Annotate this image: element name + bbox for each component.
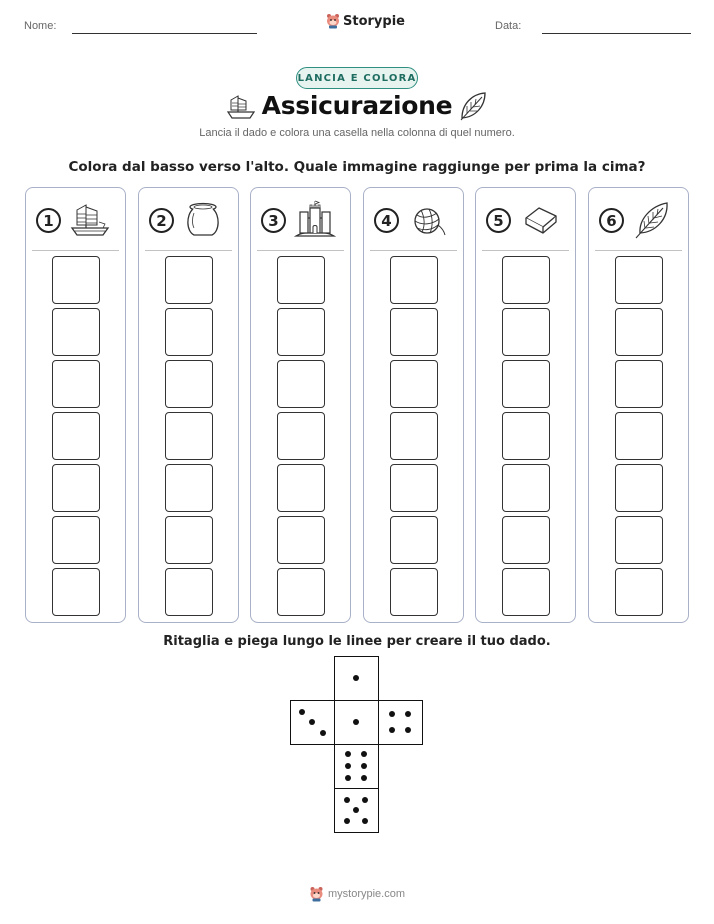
- coloring-cell[interactable]: [502, 568, 550, 616]
- coloring-cell[interactable]: [502, 516, 550, 564]
- date-line[interactable]: [542, 33, 691, 34]
- column-5: [475, 187, 576, 623]
- coloring-cell[interactable]: [277, 308, 325, 356]
- coloring-cell[interactable]: [390, 568, 438, 616]
- instructions-text: Lancia il dado e colora una casella nella colonna di quel numero.: [199, 127, 515, 139]
- coloring-cell[interactable]: [615, 412, 663, 460]
- column-divider: [482, 250, 569, 251]
- dice-pip: [361, 763, 367, 769]
- dice-face: [334, 700, 379, 745]
- dice-pip: [353, 675, 359, 681]
- dice-pip: [405, 711, 411, 717]
- sandcastle-icon: [294, 200, 336, 240]
- dice-pip: [361, 751, 367, 757]
- dice-pip: [345, 763, 351, 769]
- coloring-cell[interactable]: [165, 360, 213, 408]
- column-2: [138, 187, 239, 623]
- coloring-cell[interactable]: [390, 464, 438, 512]
- coloring-cell[interactable]: [52, 308, 100, 356]
- column-4: [363, 187, 464, 623]
- dice-pip: [299, 709, 305, 715]
- coloring-cell[interactable]: [165, 256, 213, 304]
- dice-pip: [389, 727, 395, 733]
- footer-url[interactable]: mystorypie.com: [327, 888, 406, 900]
- coloring-cell[interactable]: [390, 412, 438, 460]
- column-divider: [145, 250, 232, 251]
- dice-pip: [389, 711, 395, 717]
- footer: [0, 886, 714, 902]
- dice-pip: [344, 797, 350, 803]
- name-label: Nome:: [24, 20, 57, 32]
- brand-logo: [326, 13, 405, 29]
- cut-instructions: Ritaglia e piega lungo le linee per creare il tuo dado.: [163, 634, 551, 649]
- coloring-cell[interactable]: [52, 256, 100, 304]
- column-divider: [595, 250, 682, 251]
- leaf-icon: [632, 200, 674, 240]
- question-text: Colora dal basso verso l'alto. Quale immagine raggiunge per prima la cima?: [68, 159, 646, 175]
- eraser-icon: [519, 200, 561, 240]
- coloring-cell[interactable]: [390, 256, 438, 304]
- dice-pip: [320, 730, 326, 736]
- dice-face: [334, 744, 379, 789]
- coloring-cell[interactable]: [615, 568, 663, 616]
- column-6: [588, 187, 689, 623]
- coloring-cell[interactable]: [277, 516, 325, 564]
- coloring-cell[interactable]: [52, 412, 100, 460]
- brand-name: Storypie: [343, 13, 405, 29]
- dice-pip: [309, 719, 315, 725]
- coloring-cell[interactable]: [52, 516, 100, 564]
- coloring-cell[interactable]: [277, 256, 325, 304]
- coloring-cell[interactable]: [277, 360, 325, 408]
- leaf-icon: [458, 90, 488, 122]
- junk-boat-icon: [69, 200, 111, 240]
- date-label: Data:: [495, 20, 522, 32]
- column-number: 3: [261, 208, 286, 233]
- dice-face: [290, 700, 335, 745]
- coloring-cell[interactable]: [165, 464, 213, 512]
- dice-face: [334, 656, 379, 701]
- coloring-cell[interactable]: [615, 516, 663, 564]
- coloring-cell[interactable]: [502, 256, 550, 304]
- name-line[interactable]: [72, 33, 257, 34]
- coloring-cell[interactable]: [615, 308, 663, 356]
- yarn-ball-icon: [407, 200, 449, 240]
- dice-pip: [361, 775, 367, 781]
- coloring-cell[interactable]: [390, 308, 438, 356]
- coloring-cell[interactable]: [615, 360, 663, 408]
- dice-pip: [345, 751, 351, 757]
- column-divider: [370, 250, 457, 251]
- coloring-cell[interactable]: [502, 412, 550, 460]
- coloring-cell[interactable]: [390, 360, 438, 408]
- column-number: 2: [149, 208, 174, 233]
- coloring-cell[interactable]: [52, 568, 100, 616]
- column-1: [25, 187, 126, 623]
- dice-face: [334, 788, 379, 833]
- dice-pip: [353, 807, 359, 813]
- column-divider: [32, 250, 119, 251]
- dice-pip: [344, 818, 350, 824]
- column-number: 1: [36, 208, 61, 233]
- storypie-mascot-icon: [326, 13, 340, 29]
- dice-pip: [362, 797, 368, 803]
- coloring-cell[interactable]: [165, 412, 213, 460]
- dice-pip: [405, 727, 411, 733]
- column-number: 4: [374, 208, 399, 233]
- coloring-cell[interactable]: [615, 256, 663, 304]
- coloring-cell[interactable]: [502, 360, 550, 408]
- coloring-cell[interactable]: [615, 464, 663, 512]
- dice-pip: [345, 775, 351, 781]
- coloring-cell[interactable]: [165, 568, 213, 616]
- activity-badge: LANCIA E COLORA: [296, 67, 418, 89]
- storypie-mascot-icon: [309, 886, 324, 902]
- column-3: [250, 187, 351, 623]
- coloring-cell[interactable]: [277, 568, 325, 616]
- pot-icon: [182, 200, 224, 240]
- column-number: 5: [486, 208, 511, 233]
- dice-pip: [362, 818, 368, 824]
- dice-face: [378, 700, 423, 745]
- coloring-cell[interactable]: [165, 308, 213, 356]
- coloring-cell[interactable]: [502, 308, 550, 356]
- coloring-cell[interactable]: [277, 412, 325, 460]
- column-divider: [257, 250, 344, 251]
- coloring-cell[interactable]: [390, 516, 438, 564]
- coloring-cell[interactable]: [277, 464, 325, 512]
- coloring-cell[interactable]: [52, 360, 100, 408]
- coloring-cell[interactable]: [502, 464, 550, 512]
- coloring-cell[interactable]: [165, 516, 213, 564]
- dice-pip: [353, 719, 359, 725]
- column-number: 6: [599, 208, 624, 233]
- page-title: Assicurazione: [261, 91, 453, 120]
- coloring-cell[interactable]: [52, 464, 100, 512]
